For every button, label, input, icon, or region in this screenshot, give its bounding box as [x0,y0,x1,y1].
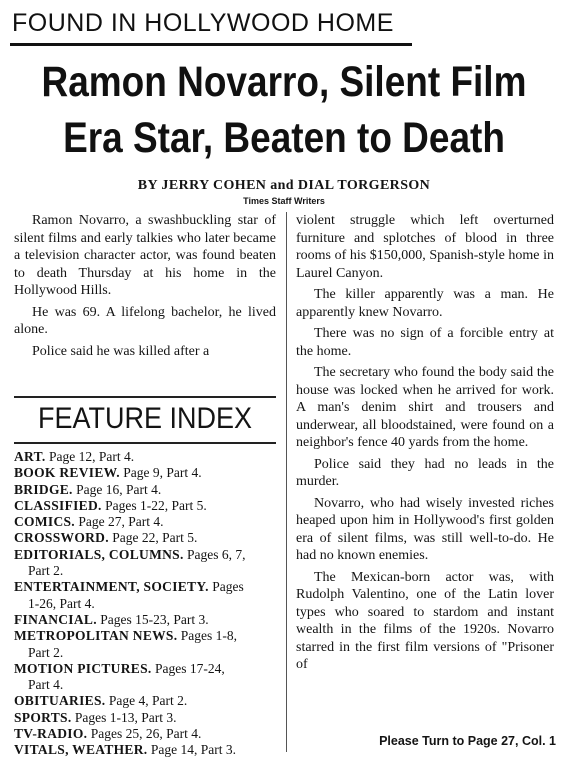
feature-index-title: FEATURE INDEX [37,402,253,435]
jump-line: Please Turn to Page 27, Col. 1 [379,734,556,748]
index-top-rule [14,396,276,398]
paragraph: The secretary who found the body said the house was locked when he arrived for work. A man's denim shirt and trousers and underwear, all bloodstained, were found on a neighbor's fence 40 yards from the home. [296,365,554,450]
article-column-2 [296,212,554,678]
article-column-1 [14,212,276,364]
kicker-rule [10,43,412,46]
index-entry: METROPOLITAN NEWS. Pages 1-8, Part 2. [14,628,238,660]
index-entry: OBITUARIES. Page 4, Part 2. [14,693,188,709]
feature-index-list [14,449,276,759]
headline [40,54,528,166]
paragraph: Novarro, who had wisely invested riches heaped upon him in Hollywood's first golden era of silent films, was still well-to-do. He had no known enemies. [296,495,554,563]
headline-line-1: Ramon Novarro, Silent Film [41,58,527,106]
index-entry: COMICS. Page 27, Part 4. [14,514,164,530]
index-entry: FINANCIAL. Pages 15-23, Part 3. [14,611,209,627]
paragraph: He was 69. A lifelong bachelor, he lived alone. [14,304,276,337]
section-kicker: FOUND IN HOLLYWOOD HOME [12,9,394,37]
index-entry: CROSSWORD. Page 22, Part 5. [14,530,198,546]
index-entry: VITALS, WEATHER. Page 14, Part 3. [14,742,236,758]
index-entry: ART. Page 12, Part 4. [14,449,135,464]
index-entry: CLASSIFIED. Pages 1-22, Part 5. [14,497,207,513]
column-divider [286,212,287,752]
paragraph: The killer apparently was a man. He apparently knew Novarro. [296,287,554,320]
paragraph: Police said he was killed after a [32,343,210,359]
index-entry: TV-RADIO. Pages 25, 26, Part 4. [14,726,202,742]
index-entry: BOOK REVIEW. Page 9, Part 4. [14,465,202,481]
headline-line-2: Era Star, Beaten to Death [63,114,505,162]
index-entry: EDITORIALS, COLUMNS. Pages 6, 7, Part 2. [14,546,246,579]
index-bottom-rule [14,442,276,444]
paragraph: Police said they had no leads in the murder. [296,456,554,489]
byline: BY JERRY COHEN and DIAL TORGERSON [137,178,431,193]
paragraph: violent struggle which left overturned furniture and splotches of blood in three rooms of his $150,000, Spanish-style home in Laurel Canyon. [296,213,554,281]
byline-role: Times Staff Writers [243,196,325,206]
paragraph: Ramon Novarro, a swashbuckling star of silent films and early talkies who later became a television character actor, was found beaten to death Thursday at his home in the Hollywood Hills. [14,213,276,298]
index-entry: MOTION PICTURES. Pages 17-24, Part 4. [14,660,225,693]
index-entry: BRIDGE. Page 16, Part 4. [14,481,162,497]
index-entry: ENTERTAINMENT, SOCIETY. Pages 1-26, Part 4. [14,579,244,611]
index-entry: SPORTS. Pages 1-13, Part 3. [14,709,177,725]
paragraph: The Mexican-born actor was, with Rudolph Valentino, one of the Latin lover types who soared to stardom and instant wealth in the films of the 1920s. Novarro starred in the first film versions of "Prisoner of [296,569,554,672]
paragraph: There was no sign of a forcible entry at the home. [296,326,554,359]
